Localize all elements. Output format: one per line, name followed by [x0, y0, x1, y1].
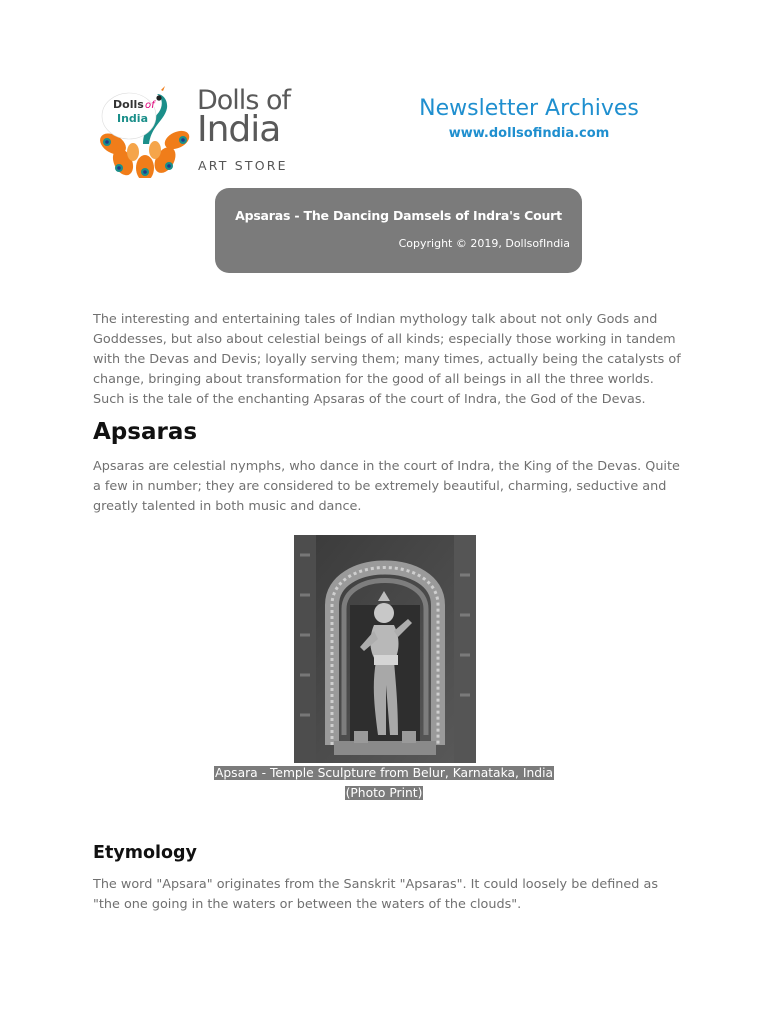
badge-text-india: India — [117, 112, 148, 125]
section-heading-apsaras: Apsaras — [93, 419, 198, 445]
logo-wordmark-dolls-of: Dolls of — [197, 85, 290, 116]
apsara-sculpture-image[interactable] — [294, 535, 476, 763]
banner-copyright: Copyright © 2019, DollsofIndia — [398, 237, 570, 250]
site-link[interactable]: www.dollsofindia.com — [448, 126, 610, 141]
peacock-logo-icon — [93, 86, 197, 178]
section-heading-etymology: Etymology — [93, 843, 197, 863]
image-caption-photo-print[interactable] — [0, 786, 768, 800]
image-caption-text[interactable]: Apsara - Temple Sculpture from Belur, Karnataka, India — [214, 766, 554, 780]
newsletter-header — [400, 92, 658, 142]
banner-title: Apsaras - The Dancing Damsels of Indra's Court — [235, 208, 562, 223]
badge-text-of: of — [145, 100, 155, 111]
dolls-of-india-logo[interactable] — [93, 86, 295, 178]
logo-tagline: ART STORE — [198, 158, 288, 173]
newsletter-title: Newsletter Archives — [419, 96, 639, 121]
article-banner — [215, 188, 582, 273]
apsaras-paragraph: Apsaras are celestial nymphs, who dance in the court of Indra, the King of the Devas. Quite a few in number; they are considered to be extremely beautiful, charming, seductive and greatly talented in both music and dance. — [93, 459, 680, 514]
intro-paragraph: The interesting and entertaining tales of Indian mythology talk about not only Gods and Goddesses, but also about celestial beings of all kinds; especially those working in tandem with the Devas and Devis; loyally serving them; many times, actually being the catalysts of change, bringing about transformation for the good of all beings in all the three worlds. Such is the tale of the enchanting Apsaras of the court of Indra, the God of the Devas. — [93, 312, 681, 407]
etymology-paragraph: The word "Apsara" originates from the Sanskrit "Apsaras". It could loosely be defined as "the one going in the waters or between the waters of the clouds". — [93, 877, 658, 912]
photo-print-link[interactable]: (Photo Print) — [345, 786, 423, 800]
badge-text-dolls: Dolls — [113, 98, 144, 111]
image-caption[interactable] — [0, 766, 768, 780]
logo-wordmark-india: India — [197, 109, 281, 150]
